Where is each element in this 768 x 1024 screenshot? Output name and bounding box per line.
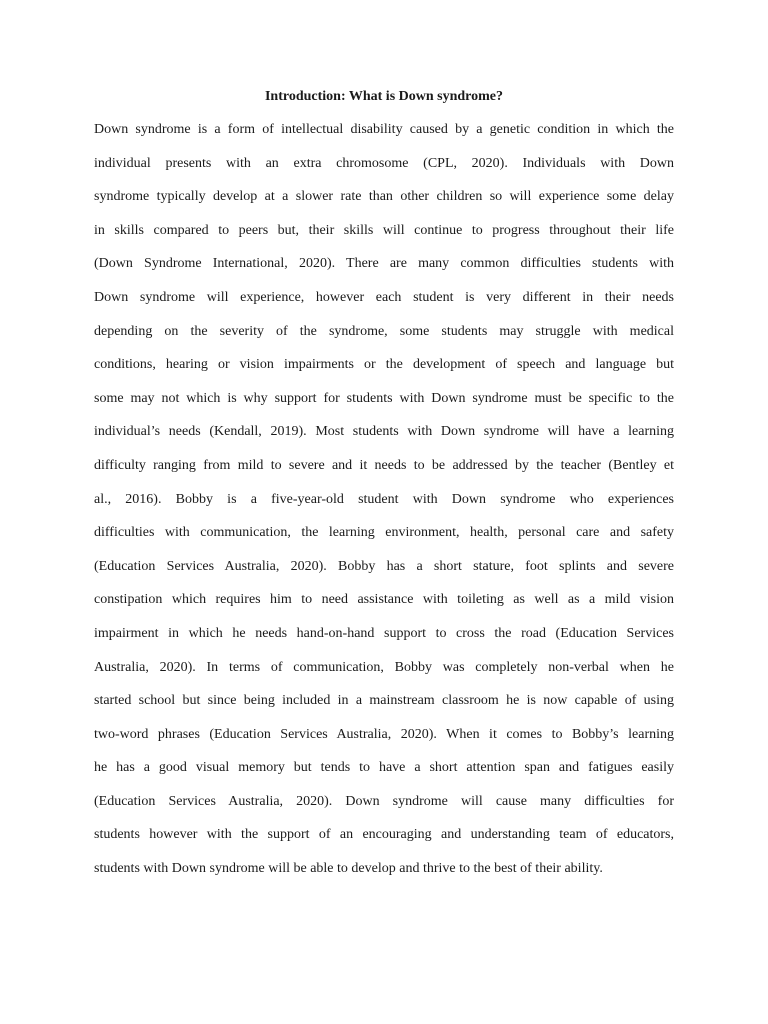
paragraph-line: students with Down syndrome will be able to develop and thrive to the best of their ability. bbox=[94, 861, 603, 877]
paragraph-line: (Education Services Australia, 2020). Bobby has a short stature, foot splints and severe bbox=[94, 558, 674, 574]
paragraph-line: (Down Syndrome International, 2020). There are many common difficulties students with bbox=[94, 256, 674, 272]
paragraph-line: individual presents with an extra chromosome (CPL, 2020). Individuals with Down bbox=[94, 155, 674, 171]
page-title: Introduction: What is Down syndrome? bbox=[264, 89, 504, 104]
paragraph-line: Australia, 2020). In terms of communication, Bobby was completely non-verbal when he bbox=[94, 659, 674, 675]
paragraph-line: (Education Services Australia, 2020). Down syndrome will cause many difficulties for bbox=[94, 793, 674, 809]
paragraph-line: Down syndrome is a form of intellectual disability caused by a genetic condition in which the bbox=[94, 122, 674, 137]
paragraph-line: he has a good visual memory but tends to have a short attention span and fatigues easily bbox=[94, 760, 674, 776]
paragraph-line: impairment in which he needs hand-on-hand support to cross the road (Education Services bbox=[94, 625, 674, 641]
paragraph-line: Down syndrome will experience, however each student is very different in their needs bbox=[94, 289, 674, 305]
paragraph-line: individual’s needs (Kendall, 2019). Most students with Down syndrome will have a learning bbox=[94, 424, 674, 440]
paragraph-line: al., 2016). Bobby is a five-year-old student with Down syndrome who experiences bbox=[94, 491, 674, 507]
paragraph-line: difficulties with communication, the learning environment, health, personal care and safety bbox=[94, 525, 674, 541]
body-paragraph bbox=[94, 121, 674, 894]
paragraph-line: difficulty ranging from mild to severe and it needs to be addressed by the teacher (Bentley et bbox=[94, 457, 674, 473]
paragraph-line: syndrome typically develop at a slower rate than other children so will experience some delay bbox=[94, 189, 674, 205]
paragraph-line: students however with the support of an encouraging and understanding team of educators, bbox=[94, 827, 674, 843]
paragraph-line: in skills compared to peers but, their skills will continue to progress throughout their life bbox=[94, 222, 674, 238]
paragraph-line: conditions, hearing or vision impairments or the development of speech and language but bbox=[94, 357, 674, 373]
paragraph-line: some may not which is why support for students with Down syndrome must be specific to the bbox=[94, 390, 674, 406]
paragraph-line: depending on the severity of the syndrome, some students may struggle with medical bbox=[94, 323, 674, 339]
paragraph-line: two-word phrases (Education Services Australia, 2020). When it comes to Bobby’s learning bbox=[94, 726, 674, 742]
paragraph-line: constipation which requires him to need assistance with toileting as well as a mild vision bbox=[94, 592, 674, 608]
paragraph-line: started school but since being included in a mainstream classroom he is now capable of using bbox=[94, 693, 674, 709]
